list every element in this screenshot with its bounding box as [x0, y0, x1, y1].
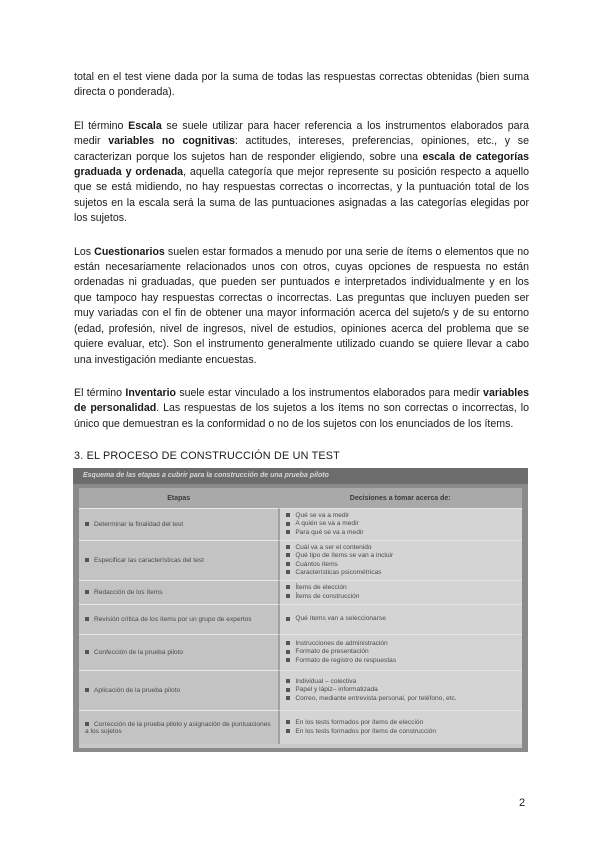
stage-cell: [79, 710, 278, 744]
stage-cell: [79, 540, 278, 580]
decision-item: [286, 728, 516, 736]
stage-label: Aplicación de la prueba piloto: [94, 687, 181, 694]
document-body: [74, 70, 529, 474]
decision-item: [286, 678, 516, 686]
paragraph-escala: [74, 119, 529, 227]
decision-text: Papel y lápiz– informatizada: [295, 686, 378, 694]
decision-text: Ítems de elección: [295, 584, 347, 592]
stage-cell: [79, 604, 278, 634]
decision-text: Para qué se va a medir: [295, 528, 364, 536]
decision-item: [286, 552, 516, 560]
decision-item: [286, 615, 516, 623]
term-cuestionarios: Cuestionarios: [94, 245, 165, 258]
decision-text: A quién se va a medir: [295, 520, 359, 528]
decision-text: Ítems de construcción: [295, 592, 360, 600]
decision-text: Cuántos ítems: [295, 560, 338, 568]
bullet-icon: [286, 594, 290, 598]
bullet-icon: [286, 650, 290, 654]
bullet-icon: [85, 722, 89, 726]
text: suelen estar formados a menudo por una serie de ítems o elementos que no están necesariamente relacionados unos con otros, cuyas opciones de respuesta no están ordenadas ni graduadas, que pueden ser puntuados e interpretados individualmente y en los que tampoco hay respuestas correctas o incorrectas. Las preguntas que incluyen pueden ser muy variadas con el fin de obtener una mayor información acerca del sujeto/s y de su entorno (edad, profesión, nivel de ingresos, nivel de estudios, opiniones acerca del problema que se quiere evaluar, etc). Son el instrumento generalmente utilizado cuando se quiere llevar a cabo una investigación mediante encuestas.: [74, 245, 529, 366]
table-body: [79, 488, 522, 748]
term-inventario: Inventario: [125, 386, 177, 399]
term-escala: Escala: [128, 119, 162, 132]
decision-item: [286, 648, 516, 656]
table-row: [79, 634, 522, 670]
decisions-cell: [278, 634, 522, 670]
decision-text: Formato de registro de respuestas: [295, 656, 397, 664]
decision-item: [286, 695, 516, 703]
bullet-icon: [85, 590, 89, 594]
bullet-icon: [286, 570, 290, 574]
decision-item: [286, 593, 516, 601]
decision-item: [286, 544, 516, 552]
bullet-icon: [286, 522, 290, 526]
section-heading: 3. EL PROCESO DE CONSTRUCCIÓN DE UN TEST: [74, 450, 340, 463]
stage-label: Confección de la prueba piloto: [94, 649, 184, 656]
decision-item: [286, 520, 516, 528]
bullet-icon: [286, 679, 290, 683]
bullet-icon: [286, 658, 290, 662]
paragraph-inventario: [74, 386, 529, 432]
decision-item: [286, 561, 516, 569]
text: . Las respuestas de los sujetos a los ítems no son correctas o incorrectas, lo único que demuestran es la conformidad o no de los sujetos con los enunciados de los ítems.: [74, 402, 529, 430]
decisions-cell: [278, 540, 522, 580]
decision-item: [286, 719, 516, 727]
term-variables-no-cognitivas: variables no cognitivas: [108, 135, 235, 148]
decisions-cell: [278, 710, 522, 744]
decision-item: [286, 569, 516, 577]
text: se suele utilizar para hacer referencia a los instrumentos elaborados para medir: [74, 119, 529, 148]
paragraph-intro-text: total en el test viene dada por la suma de todas las respuestas correctas obtenidas (bien suma directa o ponderada).: [74, 71, 529, 99]
bullet-icon: [85, 650, 89, 654]
stage-label: Determinar la finalidad del test: [94, 521, 184, 528]
bullet-icon: [286, 696, 290, 700]
table-title: Esquema de las etapas a cubrir para la construcción de una prueba piloto: [73, 468, 528, 484]
decision-text: Qué tipo de ítems se van a incluir: [295, 552, 394, 560]
bullet-icon: [286, 553, 290, 557]
bullet-icon: [286, 617, 290, 621]
paragraph-intro: [74, 70, 529, 101]
decision-text: Cuál va a ser el contenido: [295, 543, 372, 551]
term-escala-categorias: escala de categorías graduada y ordenada: [74, 150, 530, 179]
decision-text: Correo, mediante entrevista personal, por teléfono, etc.: [295, 694, 457, 702]
decisions-cell: [278, 580, 522, 604]
decisions-cell: [278, 508, 522, 540]
decision-text: Individual – colectiva: [295, 677, 357, 685]
stage-label: Revisión crítica de los ítems por un grupo de expertos: [94, 616, 252, 623]
bullet-icon: [85, 522, 89, 526]
decision-item: [286, 686, 516, 694]
bullet-icon: [85, 558, 89, 562]
decision-item: [286, 657, 516, 665]
bullet-icon: [286, 513, 290, 517]
bullet-icon: [286, 641, 290, 645]
text: , aquella categoría que mejor represente su posición respecto a aquello que se está midiendo, no hay respuestas correctas o incorrectas, y la puntuación total de los sujetos en la escala será la suma de las puntuaciones asignadas a las categorías elegidas por los sujetos.: [74, 166, 529, 225]
bullet-icon: [286, 562, 290, 566]
stage-label: Corrección de la prueba piloto y asignación de puntuaciones a los sujetos: [85, 720, 271, 735]
decision-text: Qué se va a medir: [295, 511, 350, 519]
decision-text: Instrucciones de administración: [295, 639, 388, 647]
decision-text: Características psicométricas: [295, 568, 382, 576]
scanned-table-image: [73, 468, 528, 752]
table-row: [79, 580, 522, 604]
page-number: 2: [519, 797, 526, 809]
text: El término: [74, 386, 126, 399]
bullet-icon: [286, 585, 290, 589]
column-header-decisiones: Decisiones a tomar acerca de:: [278, 488, 522, 508]
decision-item: [286, 640, 516, 648]
text: : actitudes, intereses, preferencias, opiniones, etc., y se caracterizan porque los sujetos han de responder eligiendo, sobre una: [74, 135, 529, 163]
decisions-cell: [278, 670, 522, 710]
stage-cell: [79, 580, 278, 604]
decision-item: [286, 584, 516, 592]
stage-cell: [79, 508, 278, 540]
column-header-etapas: Etapas: [79, 488, 278, 508]
table-row: [79, 508, 522, 540]
term-variables-personalidad: variables de personalidad: [74, 386, 529, 415]
decision-item: [286, 512, 516, 520]
stages-table: [79, 488, 522, 744]
decisions-cell: [278, 604, 522, 634]
decision-item: [286, 529, 516, 537]
decision-text: En los tests formados por ítems de construcción: [295, 727, 437, 735]
table-rows: [79, 508, 522, 744]
stage-cell: [79, 634, 278, 670]
bullet-icon: [286, 688, 290, 692]
text: Los: [74, 245, 95, 258]
decision-text: En los tests formados por ítems de elección: [295, 719, 424, 727]
stage-label: Especificar las características del test: [94, 557, 204, 564]
bullet-icon: [286, 720, 290, 724]
bullet-icon: [85, 688, 89, 692]
bullet-icon: [286, 729, 290, 733]
bullet-icon: [286, 530, 290, 534]
table-row: [79, 604, 522, 634]
table-header-row: [79, 488, 522, 508]
stage-cell: [79, 670, 278, 710]
decision-text: Qué ítems van a seleccionarse: [295, 615, 386, 623]
text: suele estar vinculado a los instrumentos elaborados para medir: [176, 386, 484, 399]
bullet-icon: [85, 617, 89, 621]
table-row: [79, 670, 522, 710]
table-row: [79, 540, 522, 580]
paragraph-cuestionarios: [74, 245, 529, 368]
decision-text: Formato de presentación: [295, 648, 369, 656]
text: El término: [74, 119, 129, 132]
stage-label: Redacción de los ítems: [94, 589, 163, 596]
bullet-icon: [286, 545, 290, 549]
table-row: [79, 710, 522, 744]
